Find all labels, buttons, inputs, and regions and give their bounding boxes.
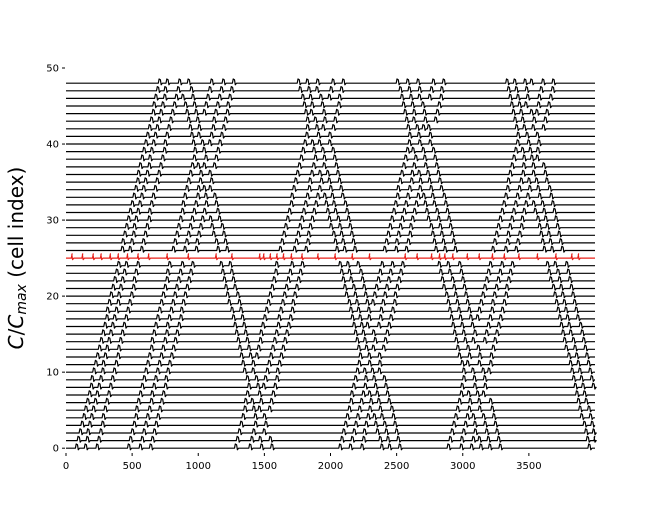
cell-trace xyxy=(66,436,596,442)
y-label-c: C xyxy=(3,335,28,350)
highlighted-cell-trace xyxy=(66,254,595,260)
x-tick-label: 0 xyxy=(62,461,70,472)
y-tick-label: 50 xyxy=(46,63,59,75)
cell-trace xyxy=(66,444,595,450)
cell-trace xyxy=(66,262,595,268)
y-axis xyxy=(46,64,65,455)
cell-trace xyxy=(66,246,595,252)
y-tick-label: 20 xyxy=(46,291,59,303)
cell-trace xyxy=(66,315,595,321)
x-tick-label: 1500 xyxy=(251,461,278,472)
cell-trace xyxy=(66,155,595,161)
y-label-suffix: (cell index) xyxy=(3,166,28,285)
cell-trace xyxy=(66,307,595,313)
x-tick-label: 500 xyxy=(122,461,142,472)
cell-trace xyxy=(66,414,595,420)
cell-trace xyxy=(66,147,595,153)
cell-trace xyxy=(66,360,595,366)
cell-trace xyxy=(66,94,595,100)
y-tick-label: 0 xyxy=(52,443,59,455)
cell-trace xyxy=(66,277,595,283)
cell-trace xyxy=(66,102,595,108)
cell-trace xyxy=(66,117,595,123)
cell-trace xyxy=(66,109,595,115)
cell-trace xyxy=(66,140,595,146)
cell-trace xyxy=(66,269,595,275)
cell-trace xyxy=(66,87,595,93)
cell-trace xyxy=(66,216,595,222)
cell-trace xyxy=(66,170,595,176)
cell-trace xyxy=(66,429,596,435)
cell-traces xyxy=(66,79,596,450)
cell-trace xyxy=(66,300,595,306)
x-tick-label: 3000 xyxy=(450,461,476,472)
x-tick-label: 3500 xyxy=(516,461,542,472)
cell-trace xyxy=(66,201,595,207)
cell-trace xyxy=(66,79,595,85)
cell-trace xyxy=(66,330,595,336)
cell-trace xyxy=(66,284,595,290)
cell-trace xyxy=(66,239,595,245)
cell-trace xyxy=(66,368,595,374)
cell-trace xyxy=(66,376,595,382)
cell-trace xyxy=(66,292,595,298)
cell-trace xyxy=(66,398,595,404)
x-tick-label: 2000 xyxy=(317,461,344,472)
cell-trace xyxy=(66,132,595,138)
x-axis xyxy=(63,453,542,472)
x-tick-label: 2500 xyxy=(383,461,410,472)
cell-trace xyxy=(66,231,595,237)
cell-trace xyxy=(66,163,595,169)
cell-trace xyxy=(66,345,595,351)
y-label-cmax: C xyxy=(3,314,28,329)
cell-trace xyxy=(66,406,595,412)
y-label-subscript: max xyxy=(14,284,30,315)
cell-trace xyxy=(66,224,595,230)
cell-trace xyxy=(66,391,595,397)
cell-trace xyxy=(66,208,595,214)
y-label-slash: / xyxy=(3,328,28,336)
cell-trace xyxy=(66,125,595,131)
cell-trace xyxy=(66,383,596,389)
cell-trace xyxy=(66,193,595,199)
x-tick-label: 1000 xyxy=(185,461,211,472)
cell-trace xyxy=(66,178,595,184)
cell-trace xyxy=(66,338,595,344)
y-axis-label xyxy=(4,167,31,350)
cell-trace xyxy=(66,353,595,359)
y-tick-label: 30 xyxy=(46,215,59,227)
cell-trace xyxy=(66,322,595,328)
y-tick-label: 10 xyxy=(46,367,59,379)
cell-trace xyxy=(66,186,595,192)
y-tick-label: 40 xyxy=(46,139,59,151)
cell-trace xyxy=(66,421,595,427)
